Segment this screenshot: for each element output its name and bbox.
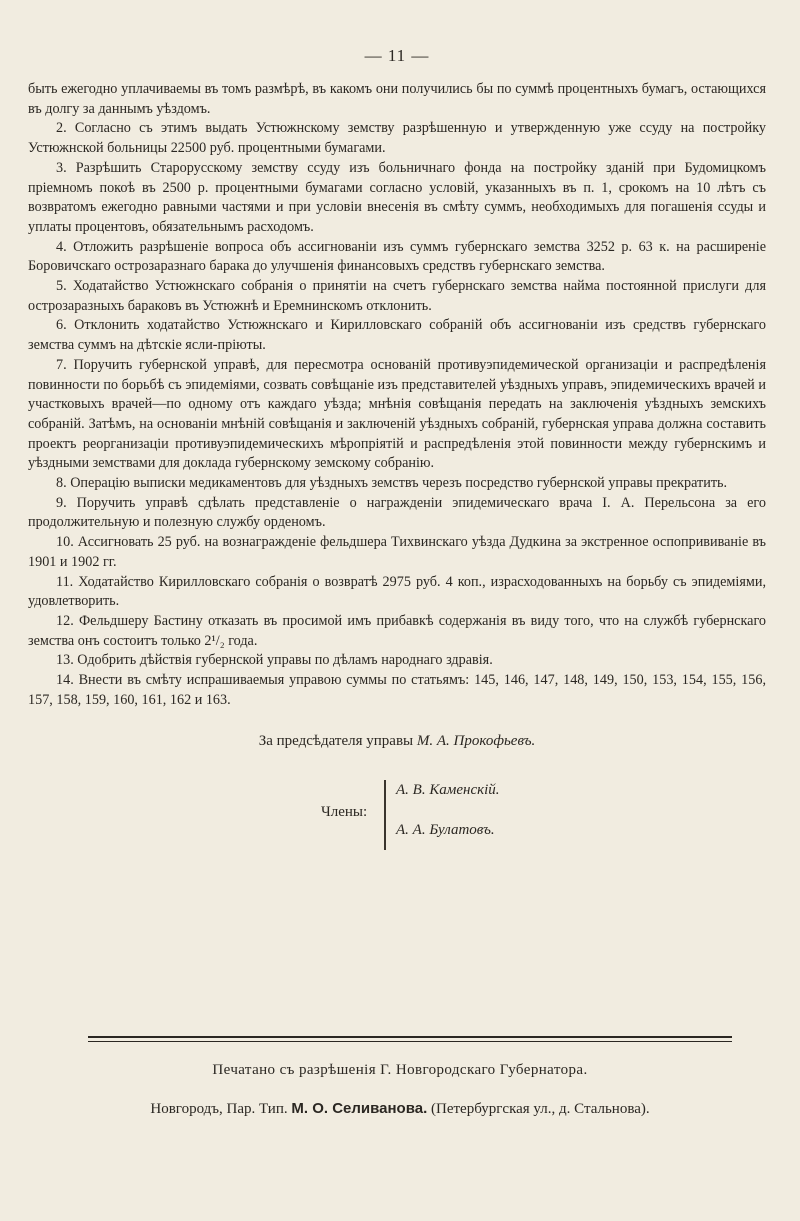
footer-rule-thick xyxy=(88,1036,732,1038)
censorship-note: Печатано съ разрѣшенія Г. Новгородскаго Губернатора. xyxy=(212,1062,588,1078)
member-name-1: А. В. Каменскій. xyxy=(396,781,500,798)
footer-rule-thin xyxy=(88,1041,732,1042)
printer-imprint xyxy=(0,1100,800,1118)
paragraph-item-13: 13. Одобрить дѣйствія губернской управы по дѣламъ народнаго здравія. xyxy=(56,652,493,669)
paragraph-item-8: 8. Операцію выписки медикаментовъ для уѣздныхъ земствъ черезъ посредство губернской управы прекратить. xyxy=(56,475,728,492)
paragraph-item-2: 2. Согласно съ этимъ выдать Устюжнскому земству разрѣшенную и утвержденную уже ссуду на постройку Устюжнской больницы 22500 руб. процентными бумагами. xyxy=(28,120,766,157)
paragraph-item-12: 12. Фельдшеру Бастину отказать въ просимой имъ прибавкѣ содержанія въ виду того, что на службѣ губернскаго земства онъ состоитъ только 2¹/₂ года. xyxy=(28,612,766,649)
page-number: — 11 — xyxy=(364,46,430,65)
paragraph-item-6: 6. Отклонить ходатайство Устюжнскаго и Кирилловскаго собраній объ ассигнованіи изъ средствъ губернскаго земства суммъ на дѣтскіе ясли-пріюты. xyxy=(28,317,766,354)
paragraph-item-9: 9. Поручить управѣ сдѣлать представленіе о награжденіи эпидемическаго врача I. А. Перельсона за его продолжительную и полезную службу орденомъ. xyxy=(28,494,766,531)
paragraph-item-11: 11. Ходатайство Кирилловскаго собранія о возвратѣ 2975 руб. 4 коп., израсходованныхъ на борьбу съ эпидеміями, удовлетворить. xyxy=(28,573,766,610)
signature-prefix: За предсѣдателя управы xyxy=(258,732,414,749)
imprint-city: Новгородъ, Пар. Тип. xyxy=(150,1101,288,1117)
imprint-address: (Петербургская ул., д. Стальнова). xyxy=(431,1101,650,1117)
chair-signature xyxy=(28,733,766,750)
paragraph-item-10: 10. Ассигновать 25 руб. на вознагражденіе фельдшера Тихвинскаго уѣзда Дудкина за экстренное оспопрививаніе въ 1901 и 1902 гг. xyxy=(28,534,766,570)
resolutions-text xyxy=(28,80,766,711)
imprint-printer: М. О. Селиванова. xyxy=(291,1100,428,1117)
members-bracket xyxy=(384,780,386,850)
paragraph-continuation: быть ежегодно уплачиваемы въ томъ размѣрѣ, въ какомъ они получились бы по суммѣ процентныхъ бумагъ, остающихся въ долгу за даннымъ уѣздомъ. xyxy=(28,81,766,117)
member-name-2: А. А. Булатовъ. xyxy=(396,821,495,838)
paragraph-item-3: 3. Разрѣшить Старорусскому земству ссуду изъ больничнаго фонда на постройку зданій при Будомицкомъ пріемномъ покоѣ въ 2500 р. процентными бумагами согласно условій, указанныхъ въ п. 1, срокомъ на 10 лѣтъ съ возвратомъ ежегодно равными частями и при условіи внесенія въ смѣту суммъ, необходимыхъ для погашенія ссуды и уплаты процентовъ, обязательнымъ расходомъ. xyxy=(28,159,766,235)
paragraph-item-5: 5. Ходатайство Устюжнскаго собранія о принятіи на счетъ губернскаго земства найма постоянной прислуги для острозаразныхъ бараковъ въ Устюжнѣ и Еремнинскомъ отклонить. xyxy=(28,278,766,314)
paragraph-item-7: 7. Поручить губернской управѣ, для пересмотра основаній противуэпидемической организаціи и распредѣленія повинности по борьбѣ съ эпидеміями, созвать совѣщаніе изъ представителей уѣздныхъ управъ, эпидемическихъ врачей и участковыхъ врачей—по одному отъ каждаго уѣзда; мнѣнія совѣщанія передать на заключенія уѣздныхъ земскихъ собраній. Затѣмъ, на основаніи мнѣній совѣщанія и заключеній уѣздныхъ собраній, губернская управа должна составить проектъ реорганизаціи противуэпидемическихъ мѣропріятій и распредѣленія этой повинности между губернскимъ и уѣздными земствами для доклада губернскому земскому собранію. xyxy=(28,356,766,472)
paragraph-item-4: 4. Отложить разрѣшеніе вопроса объ ассигнованіи изъ суммъ губернскаго земства 3252 р. 63 к. на расширеніе Боровичскаго острозаразнаго барака до улучшенія финансовыхъ средствъ губернскаго земства. xyxy=(28,238,766,275)
signature-name: М. А. Прокофьевъ. xyxy=(416,732,536,749)
paragraph-item-14: 14. Внести въ смѣту испрашиваемыя управою суммы по статьямъ: 145, 146, 147, 148, 149, 150, 153, 154, 155, 156, 157, 158, 159, 160, 161, 162 и 163. xyxy=(28,672,766,708)
members-label: Члены: xyxy=(321,803,368,820)
members-block xyxy=(28,776,766,856)
